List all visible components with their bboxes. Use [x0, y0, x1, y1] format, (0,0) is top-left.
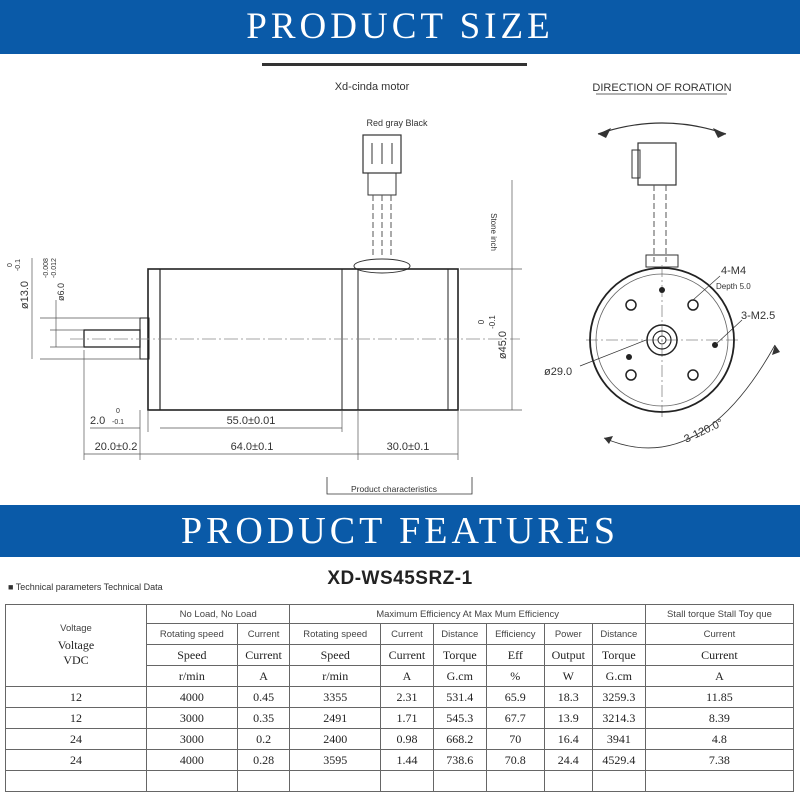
- value-cell: 67.7: [486, 708, 544, 729]
- sub-label: Rotating speed: [290, 624, 381, 645]
- technical-drawing: [0, 54, 800, 505]
- unit-cell: r/min: [147, 666, 238, 687]
- sub-label: Current: [237, 624, 290, 645]
- table-row: [6, 729, 794, 750]
- empty-cell: [6, 771, 147, 792]
- data-rows: [6, 687, 794, 771]
- voltage-label: Voltage: [57, 638, 95, 652]
- dim-20: 20.0±0.2: [94, 441, 138, 453]
- unit-cell: A: [381, 666, 434, 687]
- product-size-banner: PRODUCT SIZE: [0, 0, 800, 54]
- motor-name: Xd-cinda motor: [334, 81, 410, 93]
- depth-label: Depth 5.0: [716, 282, 751, 291]
- value-cell: 3941: [592, 729, 645, 750]
- sub-label: Current: [645, 624, 793, 645]
- empty-row: [6, 771, 794, 792]
- unit-cell: A: [237, 666, 290, 687]
- group-header-row: [6, 605, 794, 624]
- col-header: Speed: [290, 645, 381, 666]
- dim-13: ø13.0: [19, 280, 31, 310]
- value-cell: 70.8: [486, 750, 544, 771]
- table-row: [6, 687, 794, 708]
- spec-table: [5, 604, 794, 792]
- dim-45-tol-top: 0: [477, 319, 486, 325]
- col-header: Current: [237, 645, 290, 666]
- dim-13-tol-bot: -0.1: [15, 258, 22, 272]
- voltage-cell: 24: [6, 729, 147, 750]
- voltage-cell: 12: [6, 687, 147, 708]
- unit-cell: %: [486, 666, 544, 687]
- table-row: [6, 708, 794, 729]
- empty-cell: [433, 771, 486, 792]
- product-characteristics: Product characteristics: [351, 484, 437, 494]
- value-cell: 3259.3: [592, 687, 645, 708]
- empty-cell: [237, 771, 290, 792]
- dim-64: 64.0±0.1: [230, 441, 274, 453]
- value-cell: 0.2: [237, 729, 290, 750]
- motor-body: [148, 269, 458, 410]
- unit-cell: G.cm: [433, 666, 486, 687]
- empty-cell: [486, 771, 544, 792]
- value-cell: 3595: [290, 750, 381, 771]
- value-cell: 738.6: [433, 750, 486, 771]
- group-max-eff: Maximum Efficiency At Max Mum Efficiency: [290, 605, 645, 624]
- value-cell: 531.4: [433, 687, 486, 708]
- m25-label: 3-M2.5: [741, 310, 776, 322]
- group-no-load: No Load, No Load: [147, 605, 290, 624]
- tech-parameters-label: ■ Technical parameters Technical Data: [8, 582, 163, 592]
- value-cell: 70: [486, 729, 544, 750]
- value-cell: 0.28: [237, 750, 290, 771]
- table-row: [6, 750, 794, 771]
- dim-45-tol-bot: -0.1: [488, 315, 497, 329]
- group-stall: Stall torque Stall Toy que: [645, 605, 793, 624]
- value-cell: 11.85: [645, 687, 793, 708]
- sub-label: Power: [544, 624, 592, 645]
- sub-label: Rotating speed: [147, 624, 238, 645]
- dim-6-tol-top: -0.008: [43, 258, 50, 278]
- vdc-label: VDC: [63, 653, 89, 667]
- voltage-header-cell: [6, 605, 147, 687]
- d29-label: ø29.0: [544, 366, 573, 378]
- stone-inch: Stone inch: [489, 213, 498, 251]
- col-header: Eff: [486, 645, 544, 666]
- empty-cell: [290, 771, 381, 792]
- rotation-arrow: [598, 123, 726, 134]
- empty-cell: [147, 771, 238, 792]
- title-underline: [262, 63, 527, 66]
- value-cell: 0.45: [237, 687, 290, 708]
- value-cell: 4000: [147, 687, 238, 708]
- empty-cell: [592, 771, 645, 792]
- value-cell: 16.4: [544, 729, 592, 750]
- value-cell: 545.3: [433, 708, 486, 729]
- empty-cell: [645, 771, 793, 792]
- col-header: Torque: [433, 645, 486, 666]
- dim-2: 2.0: [90, 415, 106, 427]
- value-cell: 668.2: [433, 729, 486, 750]
- shaft: [84, 330, 140, 347]
- sub-label: Distance: [592, 624, 645, 645]
- value-cell: 2491: [290, 708, 381, 729]
- unit-cell: r/min: [290, 666, 381, 687]
- dim-2-tol-bot: -0.1: [112, 419, 125, 426]
- wire-housing: [368, 173, 396, 195]
- angle-label: 3-120.0°: [682, 417, 726, 446]
- direction-label: DIRECTION OF RORATION: [592, 82, 732, 94]
- col-header: Current: [381, 645, 434, 666]
- value-cell: 1.44: [381, 750, 434, 771]
- value-cell: 3000: [147, 708, 238, 729]
- value-cell: 7.38: [645, 750, 793, 771]
- value-cell: 65.9: [486, 687, 544, 708]
- dim-6-tol-bot: -0.012: [51, 258, 58, 278]
- value-cell: 4000: [147, 750, 238, 771]
- value-cell: 8.39: [645, 708, 793, 729]
- unit-cell: A: [645, 666, 793, 687]
- dim-30: 30.0±0.1: [386, 441, 430, 453]
- dim-45: ø45.0: [497, 330, 509, 360]
- value-cell: 3214.3: [592, 708, 645, 729]
- value-cell: 1.71: [381, 708, 434, 729]
- dim-13-tol-top: 0: [7, 263, 14, 267]
- model-title: XD-WS45SRZ-1: [327, 568, 473, 589]
- value-cell: 3355: [290, 687, 381, 708]
- col-header: Current: [645, 645, 793, 666]
- sub-label: Distance: [433, 624, 486, 645]
- voltage-cell: 12: [6, 708, 147, 729]
- col-header: Speed: [147, 645, 238, 666]
- value-cell: 0.98: [381, 729, 434, 750]
- value-cell: 2.31: [381, 687, 434, 708]
- sub-label: Efficiency: [486, 624, 544, 645]
- dim-6: ø6.0: [56, 282, 66, 302]
- col-header: Torque: [592, 645, 645, 666]
- value-cell: 18.3: [544, 687, 592, 708]
- value-cell: 2400: [290, 729, 381, 750]
- value-cell: 24.4: [544, 750, 592, 771]
- unit-cell: G.cm: [592, 666, 645, 687]
- m4-label: 4-M4: [721, 265, 747, 277]
- value-cell: 0.35: [237, 708, 290, 729]
- value-cell: 4529.4: [592, 750, 645, 771]
- col-header: Output: [544, 645, 592, 666]
- tech-parameters-text: Technical parameters Technical Data: [15, 582, 163, 592]
- dim-2-tol-top: 0: [116, 408, 120, 415]
- wire-exit: [354, 259, 410, 273]
- empty-cell: [544, 771, 592, 792]
- wire-colors: Red gray Black: [366, 118, 428, 128]
- value-cell: 4.8: [645, 729, 793, 750]
- empty-cell: [381, 771, 434, 792]
- voltage-cell: 24: [6, 750, 147, 771]
- dim-55: 55.0±0.01: [226, 415, 276, 427]
- unit-cell: W: [544, 666, 592, 687]
- voltage-small: Voltage: [60, 623, 92, 634]
- value-cell: 3000: [147, 729, 238, 750]
- sub-label: Current: [381, 624, 434, 645]
- value-cell: 13.9: [544, 708, 592, 729]
- product-features-banner: PRODUCT FEATURES: [0, 505, 800, 557]
